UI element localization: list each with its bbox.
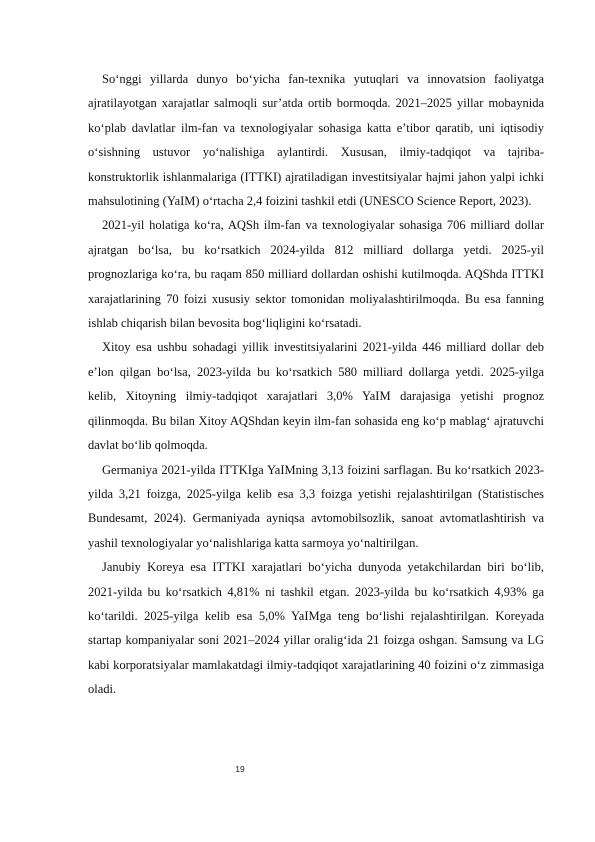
paragraph-germany: Germaniya 2021-yilda ITTKIga YaIMning 3,13 foizini sarflagan. Bu ko‘rsatkich 2023-yilda 3,21 foizga, 2025-yilga kelib esa 3,3 foizga yetishi rejalashtirilgan (Statistisches Bundesamt, 2024). Germaniyada ayniqsa avtomobilsozlik, sanoat avtomatlashtirish va yashil texnologiyalar yo‘nalishlariga katta sarmoya yo‘naltirilgan. <box>88 462 544 550</box>
body-text <box>88 67 544 702</box>
paragraph-global-rnd: So‘nggi yillarda dunyo bo‘yicha fan-texnika yutuqlari va innovatsion faoliyatga ajratilayotgan xarajatlar salmoqli sur’atda ortib bormoqda. 2021–2025 yillar mobaynida ko‘plab davlatlar ilm-fan va texnologiyalar sohasiga katta e’tibor qaratib, uni iqtisodiy o‘sishning ustuvor yo‘nalishiga aylantirdi. Xususan, ilmiy-tadqiqot va tajriba-konstruktorlik ishlanmalariga (ITTKI) ajratiladigan investitsiyalar hajmi jahon yalpi ichki mahsulotining (YaIM) o‘rtacha 2,4 foizini tashkil etdi (UNESCO Science Report, 2023). <box>88 72 544 209</box>
paragraph-usa: 2021-yil holatiga ko‘ra, AQSh ilm-fan va texnologiyalar sohasiga 706 milliard dollar ajratgan bo‘lsa, bu ko‘rsatkich 2024-yilda 812 milliard dollarga yetdi. 2025-yil prognozlariga ko‘ra, bu raqam 850 milliard dollardan oshishi kutilmoqda. AQShda ITTKI xarajatlarining 70 foizi xususiy sektor tomonidan moliyalashtirilmoqda. Bu esa fanning ishlab chiqarish bilan bevosita bog‘liqligini ko‘rsatadi. <box>88 218 544 331</box>
page-number: 19 <box>235 764 245 774</box>
paragraph-south-korea: Janubiy Koreya esa ITTKI xarajatlari bo‘yicha dunyoda yetakchilardan biri bo‘lib, 2021-yilda bu ko‘rsatkich 4,81% ni tashkil etgan. 2023-yilda bu ko‘rsatkich 4,93% ga ko‘tarildi. 2025-yilga kelib esa 5,0% YaIMga teng bo‘lishi rejalashtirilgan. Koreyada startap kompaniyalar soni 2021–2024 yillar oralig‘ida 21 foizga oshgan. Samsung va LG kabi korporatsiyalar mamlakatdagi ilmiy-tadqiqot xarajatlarining 40 foizini o‘z zimmasiga oladi. <box>88 560 544 697</box>
paragraph-china: Xitoy esa ushbu sohadagi yillik investitsiyalarini 2021-yilda 446 milliard dollar deb e’lon qilgan bo‘lsa, 2023-yilda bu ko‘rsatkich 580 milliard dollarga yetdi. 2025-yilga kelib, Xitoyning ilmiy-tadqiqot xarajatlari 3,0% YaIM darajasiga yetishi prognoz qilinmoqda. Bu bilan Xitoy AQShdan keyin ilm-fan sohasida eng ko‘p mablag‘ ajratuvchi davlat bo‘lib qolmoqda. <box>88 340 544 453</box>
